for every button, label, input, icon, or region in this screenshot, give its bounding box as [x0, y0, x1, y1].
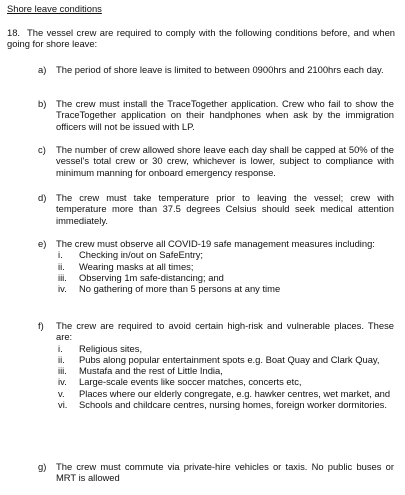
- sub-item-number: v.: [58, 387, 65, 399]
- condition-b: [38, 98, 394, 132]
- sub-item-text: Large-scale events like soccer matches, concerts etc,: [79, 376, 302, 388]
- condition-label: c): [38, 144, 46, 155]
- sub-item-text: Wearing masks at all times;: [79, 260, 194, 272]
- condition-e: [38, 238, 394, 294]
- paragraph-text: The vessel crew are required to comply with the following conditions before, and when going for shore leave:: [7, 27, 395, 50]
- sub-list-item: [56, 399, 394, 410]
- condition-d: [38, 192, 394, 226]
- sub-item-text: No gathering of more than 5 persons at any time: [79, 283, 281, 295]
- sub-item-number: vi.: [58, 399, 68, 411]
- condition-label: g): [38, 461, 47, 472]
- sub-item-number: iii.: [58, 271, 67, 283]
- sub-list-item: [56, 272, 394, 283]
- condition-text: The crew must install the TraceTogether application. Crew who fail to show the TraceTogether application on their handphones when ask by the immigration officers will not be issued with LP.: [56, 98, 394, 132]
- sub-item-text: Observing 1m safe-distancing; and: [79, 271, 224, 283]
- sub-list-item: [56, 354, 394, 365]
- sub-item-number: ii.: [58, 353, 65, 365]
- sub-item-number: i.: [58, 342, 63, 354]
- condition-label: d): [38, 192, 47, 203]
- condition-text: The crew must take temperature prior to leaving the vessel; crew with temperature more than 37.5 degrees Celsius should seek medical attention immediately.: [56, 192, 394, 226]
- condition-text: The crew must commute via private-hire vehicles or taxis. No public buses or MRT is allowed: [56, 461, 394, 484]
- sub-list-item: [56, 376, 394, 387]
- sub-list: [56, 249, 394, 294]
- condition-text: The number of crew allowed shore leave each day shall be capped at 50% of the vessel's total crew or 30 crew, whichever is lower, subject to compliance with minimum manning for onboard emergency response.: [56, 144, 394, 178]
- condition-text: The crew are required to avoid certain high-risk and vulnerable places. These are:: [56, 320, 394, 343]
- sub-item-number: iv.: [58, 283, 67, 295]
- sub-item-text: Schools and childcare centres, nursing homes, foreign worker dormitories.: [79, 399, 387, 411]
- sub-list-item: [56, 249, 394, 260]
- condition-g: [38, 461, 394, 484]
- sub-list-item: [56, 261, 394, 272]
- sub-item-number: ii.: [58, 260, 65, 272]
- sub-list-item: [56, 365, 394, 376]
- sub-list-item: [56, 343, 394, 354]
- sub-item-text: Mustafa and the rest of Little India,: [79, 365, 223, 377]
- sub-list-item: [56, 283, 394, 294]
- sub-item-number: iii.: [58, 365, 67, 377]
- paragraph-18: [7, 27, 395, 50]
- condition-c: [38, 144, 394, 178]
- condition-label: a): [38, 64, 47, 75]
- sub-item-text: Checking in/out on SafeEntry;: [79, 249, 204, 261]
- section-heading: Shore leave conditions: [7, 3, 102, 14]
- condition-label: f): [38, 320, 44, 331]
- sub-list: [56, 343, 394, 411]
- sub-item-text: Pubs along popular entertainment spots e.g. Boat Quay and Clark Quay,: [79, 353, 380, 365]
- sub-item-text: Places where our elderly congregate, e.g. hawker centres, wet market, and: [79, 387, 391, 399]
- paragraph-number: 18.: [7, 27, 21, 38]
- condition-label: b): [38, 98, 47, 109]
- condition-text: The crew must observe all COVID-19 safe management measures including:: [56, 238, 375, 249]
- sub-item-number: i.: [58, 249, 63, 261]
- condition-f: [38, 320, 394, 410]
- sub-list-item: [56, 388, 394, 399]
- sub-item-number: iv.: [58, 376, 67, 388]
- condition-text: The period of shore leave is limited to between 0900hrs and 2100hrs each day.: [56, 64, 384, 75]
- sub-item-text: Religious sites,: [79, 342, 143, 354]
- condition-label: e): [38, 238, 47, 249]
- condition-a: [38, 64, 394, 75]
